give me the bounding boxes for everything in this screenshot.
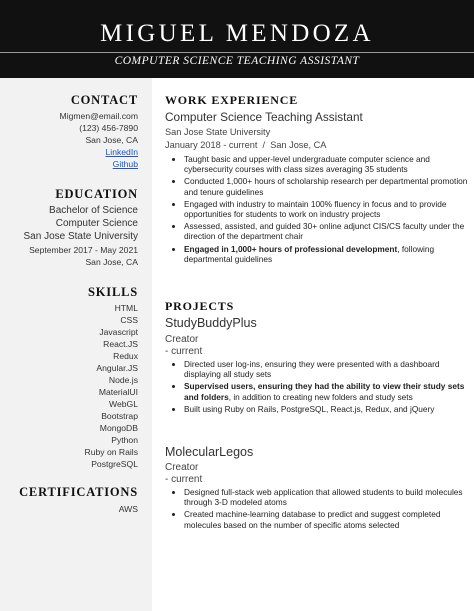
- list-item: • Built using Ruby on Rails, PostgreSQL, React.js, Redux, and jQuery: [184, 404, 474, 414]
- skill-item: MongoDB: [99, 423, 138, 433]
- bullet-rest: , in addition to creating new folders and study sets: [228, 391, 413, 402]
- education-heading: EDUCATION: [55, 187, 138, 201]
- skill-item: Redux: [113, 351, 138, 361]
- education-location: San Jose, CA: [85, 257, 138, 267]
- list-item: • Assessed, assisted, and guided 30+ online adjunct CIS/CS faculty under the direction of the department chair: [184, 221, 474, 241]
- job-dates-location: January 2018 - current / San Jose, CA: [165, 140, 327, 150]
- skill-item: PostgreSQL: [91, 459, 138, 469]
- contact-location: San Jose, CA: [85, 135, 138, 145]
- candidate-name: MIGUEL MENDOZA: [100, 20, 374, 47]
- project-name: MolecularLegos: [165, 445, 254, 459]
- list-item: [184, 244, 474, 264]
- skill-item: Ruby on Rails: [84, 447, 138, 457]
- job-title: Computer Science Teaching Assistant: [165, 110, 363, 124]
- education-major: Computer Science: [55, 218, 138, 229]
- skill-item: Bootstrap: [101, 411, 138, 421]
- contact-email: Migmen@email.com: [59, 111, 138, 121]
- list-item: • Designed full-stack web application that allowed students to build molecules through 3-D modeled atoms: [184, 487, 474, 507]
- projects-heading: PROJECTS: [165, 299, 235, 313]
- project-role: Creator: [165, 462, 199, 473]
- contact-heading: CONTACT: [70, 93, 138, 107]
- resume-header: [0, 0, 474, 78]
- education-degree: Bachelor of Science: [49, 205, 138, 216]
- education-dates: September 2017 - May 2021: [29, 245, 138, 255]
- skill-item: Angular.JS: [96, 363, 138, 373]
- project-bullets: [172, 487, 474, 532]
- work-heading: WORK EXPERIENCE: [165, 93, 299, 107]
- linkedin-link[interactable]: LinkedIn: [105, 147, 138, 157]
- skill-item: Javascript: [99, 327, 138, 337]
- list-item: [184, 381, 474, 401]
- job-company: San Jose State University: [165, 127, 271, 137]
- list-item: • Conducted 1,000+ hours of scholarship research per departmental promotion and tenure guidelines: [184, 176, 474, 196]
- skill-item: Python: [111, 435, 138, 445]
- bullet-rest: , following departmental guidelines: [184, 243, 435, 264]
- skill-item: React.JS: [103, 339, 138, 349]
- project-name: StudyBuddyPlus: [165, 316, 257, 330]
- list-item: • Directed user log-ins, ensuring they were presented with a dashboard displaying all study sets: [184, 359, 474, 379]
- certification-item: AWS: [118, 504, 138, 514]
- project-role: Creator: [165, 334, 199, 345]
- skill-item: Node.js: [108, 375, 138, 385]
- header-divider: [0, 52, 474, 53]
- project-dates: - current: [165, 474, 203, 485]
- list-item: • Taught basic and upper-level undergraduate computer science and cybersecurity courses with class sizes averaging 35 students: [184, 154, 474, 174]
- skill-item: WebGL: [109, 399, 138, 409]
- skill-item: HTML: [114, 303, 138, 313]
- skills-heading: SKILLS: [88, 285, 138, 299]
- bullet-bold: Engaged in 1,000+ hours of professional development: [184, 243, 398, 254]
- candidate-title: COMPUTER SCIENCE TEACHING ASSISTANT: [114, 55, 360, 67]
- job-bullets: [172, 154, 474, 266]
- certifications-heading: CERTIFICATIONS: [19, 485, 138, 499]
- github-link[interactable]: Github: [112, 159, 138, 169]
- skill-item: CSS: [120, 315, 138, 325]
- bullet-bold: Supervised users, ensuring they had the ability to view their study sets and folders: [184, 381, 465, 402]
- skill-item: MaterialUI: [98, 387, 138, 397]
- list-item: • Engaged with industry to maintain 100% fluency in focus and to provide opportunities for students to work on industry projects: [184, 199, 474, 219]
- project-dates: - current: [165, 346, 203, 357]
- education-school: San Jose State University: [23, 231, 138, 242]
- contact-phone: (123) 456-7890: [79, 123, 138, 133]
- list-item: • Created machine-learning database to predict and suggest completed molecules based on the number of specific atoms selected: [184, 509, 474, 529]
- project-bullets: [172, 359, 474, 416]
